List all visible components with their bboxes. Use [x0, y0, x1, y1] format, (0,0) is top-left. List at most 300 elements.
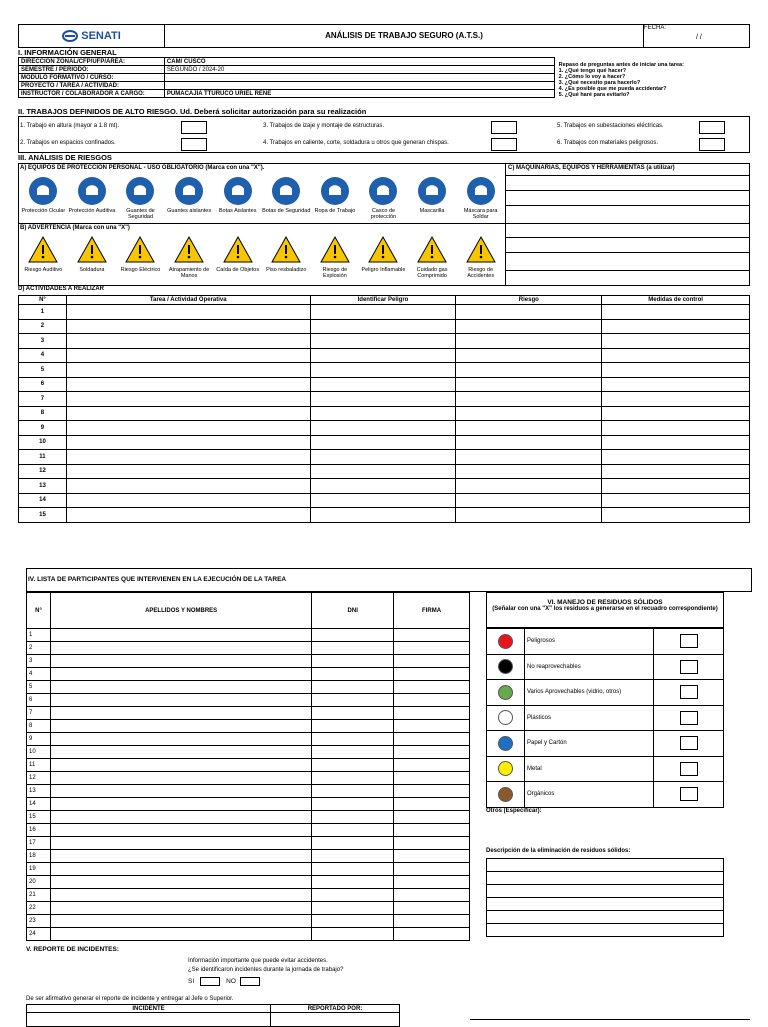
activity-cell[interactable] [310, 435, 456, 450]
participant-cell[interactable] [312, 733, 394, 746]
waste-color [487, 680, 525, 706]
activity-cell[interactable] [456, 305, 602, 320]
table-row [27, 798, 470, 811]
waste-label: No reaprovechables [525, 654, 654, 680]
activity-cell[interactable] [66, 319, 310, 334]
desc-table [486, 858, 724, 937]
table-row [19, 421, 750, 436]
participant-cell[interactable] [394, 863, 470, 876]
ppe-item[interactable] [359, 176, 408, 222]
participant-cell[interactable] [50, 733, 311, 746]
participant-cell[interactable] [50, 928, 311, 941]
repaso-box [554, 58, 750, 98]
activity-cell[interactable] [456, 421, 602, 436]
row-number: 8 [27, 720, 51, 733]
ppe-item[interactable] [116, 176, 165, 222]
activity-cell[interactable] [602, 363, 750, 378]
row-number: 7 [27, 707, 51, 720]
fecha-field[interactable]: / / [696, 34, 702, 41]
warning-label: Cuidado gas Comprimido [416, 267, 448, 279]
waste-checkbox[interactable] [680, 787, 698, 801]
warning-item[interactable] [19, 235, 68, 285]
activity-cell[interactable] [456, 493, 602, 508]
col-header: APELLIDOS Y NOMBRES [50, 593, 311, 629]
activity-cell[interactable] [66, 406, 310, 421]
row-number: 4 [19, 348, 67, 363]
participant-cell[interactable] [50, 850, 311, 863]
activity-cell[interactable] [66, 464, 310, 479]
waste-checkbox[interactable] [680, 736, 698, 750]
participant-cell[interactable] [50, 655, 311, 668]
warning-item[interactable] [116, 235, 165, 285]
participant-cell[interactable] [394, 915, 470, 928]
general-info-table [18, 57, 750, 98]
activity-cell[interactable] [456, 319, 602, 334]
incident-info: Información importante que puede evitar accidentes. [188, 958, 328, 964]
activity-cell[interactable] [602, 406, 750, 421]
warning-item[interactable] [213, 235, 262, 285]
table-row [27, 915, 470, 928]
activity-cell[interactable] [66, 450, 310, 465]
activity-cell[interactable] [310, 421, 456, 436]
participant-cell[interactable] [50, 824, 311, 837]
risk-checkbox[interactable] [181, 121, 207, 134]
warning-item[interactable] [359, 235, 408, 285]
participant-cell[interactable] [312, 720, 394, 733]
row-number: 24 [27, 928, 51, 941]
si-label: SI [188, 978, 195, 985]
activity-cell[interactable] [456, 479, 602, 494]
warning-label: Riesgo de Explosión [322, 267, 348, 279]
participant-cell[interactable] [312, 772, 394, 785]
row-number: 15 [19, 508, 67, 523]
activity-cell[interactable] [602, 348, 750, 363]
sec6-title: VI. MANEJO DE RESIDUOS SÓLIDOS [547, 599, 663, 606]
risk-checkbox[interactable] [181, 138, 207, 151]
participant-cell[interactable] [50, 915, 311, 928]
desc-cell[interactable] [487, 859, 724, 872]
participant-cell[interactable] [312, 655, 394, 668]
row-number: 5 [27, 681, 51, 694]
ppe-label: Protección Ocular [21, 208, 66, 214]
activity-cell[interactable] [456, 348, 602, 363]
activity-cell[interactable] [602, 334, 750, 349]
warning-label: Riesgo Auditivo [24, 267, 63, 273]
participant-cell[interactable] [394, 642, 470, 655]
desc-cell[interactable] [487, 898, 724, 911]
waste-check-cell [654, 731, 724, 757]
participant-cell[interactable] [312, 681, 394, 694]
participant-cell[interactable] [50, 694, 311, 707]
activity-cell[interactable] [310, 319, 456, 334]
activity-cell[interactable] [602, 319, 750, 334]
ear-icon [77, 176, 107, 206]
risk-analysis-box [18, 163, 750, 286]
welder-icon [466, 176, 496, 206]
row-number: 11 [19, 450, 67, 465]
color-dot-icon [498, 685, 513, 700]
participant-cell[interactable] [394, 928, 470, 941]
row-number: 2 [19, 319, 67, 334]
participant-cell[interactable] [394, 824, 470, 837]
desc-cell[interactable] [487, 885, 724, 898]
ppe-item[interactable] [262, 176, 311, 222]
activity-cell[interactable] [310, 493, 456, 508]
warning-item[interactable] [456, 235, 505, 285]
participant-cell[interactable] [312, 642, 394, 655]
table-row [19, 479, 750, 494]
activity-cell[interactable] [456, 464, 602, 479]
desc-cell[interactable] [487, 872, 724, 885]
ppe-item[interactable] [408, 176, 457, 222]
participant-cell[interactable] [312, 850, 394, 863]
activity-cell[interactable] [310, 508, 456, 523]
row-number: 10 [19, 435, 67, 450]
waste-row [487, 731, 724, 757]
participant-cell[interactable] [394, 902, 470, 915]
boot-icon [223, 176, 253, 206]
participant-cell[interactable] [394, 889, 470, 902]
participant-cell[interactable] [50, 785, 311, 798]
ppe-item[interactable] [311, 176, 360, 222]
table-row [27, 811, 470, 824]
participant-cell[interactable] [394, 785, 470, 798]
participant-cell[interactable] [312, 668, 394, 681]
activity-cell[interactable] [66, 305, 310, 320]
activity-cell[interactable] [66, 392, 310, 407]
activity-cell[interactable] [310, 450, 456, 465]
activities-table [18, 295, 750, 523]
row-number: 20 [27, 876, 51, 889]
activity-cell[interactable] [66, 479, 310, 494]
row-number: 18 [27, 850, 51, 863]
participant-cell[interactable] [50, 759, 311, 772]
table-row [19, 363, 750, 378]
ppe-item[interactable] [213, 176, 262, 222]
participant-cell[interactable] [50, 681, 311, 694]
participant-cell[interactable] [50, 889, 311, 902]
waste-checkbox[interactable] [680, 685, 698, 699]
color-dot-icon [498, 761, 513, 776]
activity-cell[interactable] [310, 479, 456, 494]
waste-checkbox[interactable] [680, 762, 698, 776]
risk-item: 4. Trabajos en caliente, corte, soldadura u otros que generan chispas. [263, 140, 449, 146]
row-number: 9 [19, 421, 67, 436]
participant-cell[interactable] [394, 746, 470, 759]
participant-cell[interactable] [312, 798, 394, 811]
warning-triangle-icon [466, 235, 496, 265]
incident-question: ¿Se identificaron incidentes durante la jornada de trabajo? [188, 967, 344, 973]
waste-table [486, 628, 724, 808]
activity-cell[interactable] [602, 377, 750, 392]
warning-triangle-icon [417, 235, 447, 265]
activity-cell[interactable] [310, 305, 456, 320]
incident-cell[interactable] [27, 1013, 271, 1027]
warning-label: Atrapamiento de Manos [168, 267, 210, 279]
row-number: 9 [27, 733, 51, 746]
activity-cell[interactable] [456, 406, 602, 421]
info-value[interactable] [164, 74, 554, 82]
warning-item[interactable] [262, 235, 311, 285]
risk-checkbox[interactable] [491, 138, 517, 151]
info-value[interactable]: CAM/ CUSCO [164, 58, 554, 66]
table-row [27, 642, 470, 655]
repaso-q: 2. ¿Cómo lo voy a hacer? [558, 73, 626, 80]
table-row [27, 668, 470, 681]
desc-row [487, 924, 724, 937]
waste-label: Varios Aprovechables (vidrio, otros) [525, 680, 654, 706]
color-dot-icon [498, 634, 513, 649]
row-number: 23 [27, 915, 51, 928]
activity-cell[interactable] [66, 421, 310, 436]
warning-label: Soldadura [79, 267, 105, 273]
brand-name: SENATI [81, 30, 121, 42]
activity-cell[interactable] [456, 377, 602, 392]
waste-header [486, 592, 724, 628]
col-header: Identificar Peligro [310, 296, 456, 305]
activity-cell[interactable] [602, 392, 750, 407]
participant-cell[interactable] [312, 915, 394, 928]
activity-cell[interactable] [310, 348, 456, 363]
table-row [27, 863, 470, 876]
warning-item[interactable] [68, 235, 117, 285]
activity-cell[interactable] [602, 421, 750, 436]
participant-cell[interactable] [312, 902, 394, 915]
desc-row [487, 898, 724, 911]
row-number: 8 [19, 406, 67, 421]
waste-label: Plásticos [525, 705, 654, 731]
warning-label: Caída de Objetos [216, 267, 260, 273]
table-row [27, 785, 470, 798]
ppe-label: Casco de protección [370, 208, 397, 220]
ppe-item[interactable] [165, 176, 214, 222]
participant-cell[interactable] [312, 785, 394, 798]
repaso-q: 5. ¿Qué haré para evitarlo? [558, 91, 630, 98]
waste-checkbox[interactable] [680, 660, 698, 674]
participant-cell[interactable] [312, 928, 394, 941]
activity-cell[interactable] [66, 508, 310, 523]
repaso-q: 1. ¿Qué tengo qué hacer? [558, 67, 627, 74]
activity-cell[interactable] [66, 435, 310, 450]
activity-cell[interactable] [310, 377, 456, 392]
info-value[interactable] [164, 82, 554, 90]
no-checkbox[interactable] [240, 977, 260, 986]
participant-cell[interactable] [312, 876, 394, 889]
table-row [27, 733, 470, 746]
ppe-item[interactable] [19, 176, 68, 222]
activity-cell[interactable] [310, 363, 456, 378]
activity-cell[interactable] [66, 377, 310, 392]
ppe-label: Protección Auditiva [68, 208, 116, 214]
row-number: 1 [19, 305, 67, 320]
activity-cell[interactable] [456, 392, 602, 407]
row-number: 13 [27, 785, 51, 798]
participant-cell[interactable] [394, 837, 470, 850]
row-number: 3 [19, 334, 67, 349]
waste-check-cell [654, 629, 724, 655]
participant-cell[interactable] [312, 863, 394, 876]
risk-checkbox[interactable] [491, 121, 517, 134]
table-row [27, 655, 470, 668]
waste-check-cell [654, 782, 724, 808]
participant-cell[interactable] [394, 655, 470, 668]
waste-checkbox[interactable] [680, 634, 698, 648]
reported-cell[interactable] [271, 1013, 400, 1027]
participant-cell[interactable] [50, 902, 311, 915]
col-header: Tarea / Actividad Operativa [66, 296, 310, 305]
sec6-subtitle: (Señalar con una "X" los residuos a generarse en el recuadro correspondiente) [492, 606, 718, 612]
activity-cell[interactable] [602, 493, 750, 508]
table-row [19, 406, 750, 421]
participant-cell[interactable] [312, 759, 394, 772]
participant-cell[interactable] [394, 629, 470, 642]
desc-cell[interactable] [487, 911, 724, 924]
machinery-title: C) MAQUINARIAS, EQUIPOS Y HERRAMIENTAS (a utilizar) [508, 165, 675, 171]
participant-cell[interactable] [394, 681, 470, 694]
col-header: N° [19, 296, 67, 305]
waste-checkbox[interactable] [680, 711, 698, 725]
activity-cell[interactable] [310, 406, 456, 421]
high-risk-box [18, 116, 750, 153]
glove-icon [125, 176, 155, 206]
warning-item[interactable] [311, 235, 360, 285]
activity-cell[interactable] [66, 334, 310, 349]
sec1-title: I. INFORMACIÓN GENERAL [18, 48, 117, 57]
activity-cell[interactable] [456, 334, 602, 349]
boot-icon [271, 176, 301, 206]
participant-cell[interactable] [312, 824, 394, 837]
participant-cell[interactable] [394, 668, 470, 681]
row-number: 21 [27, 889, 51, 902]
participant-cell[interactable] [394, 772, 470, 785]
participant-cell[interactable] [50, 642, 311, 655]
activity-cell[interactable] [602, 508, 750, 523]
activity-cell[interactable] [456, 435, 602, 450]
table-row [19, 319, 750, 334]
participant-cell[interactable] [50, 837, 311, 850]
info-value[interactable]: PUMACAJIA TTURUCO URIEL RENE [164, 90, 554, 98]
row-number: 3 [27, 655, 51, 668]
table-row [27, 889, 470, 902]
participant-cell[interactable] [394, 720, 470, 733]
activity-cell[interactable] [66, 348, 310, 363]
ppe-label: Máscara para Soldar [463, 208, 498, 220]
table-row [27, 928, 470, 941]
activity-cell[interactable] [602, 435, 750, 450]
row-number: 12 [27, 772, 51, 785]
warning-label: Piso resbaladizo [266, 267, 307, 273]
table-row [19, 377, 750, 392]
activity-cell[interactable] [602, 479, 750, 494]
activity-cell[interactable] [66, 363, 310, 378]
ppe-item[interactable] [68, 176, 117, 222]
warning-triangle-icon [77, 235, 107, 265]
activity-cell[interactable] [456, 450, 602, 465]
desc-row [487, 859, 724, 872]
activity-cell[interactable] [456, 363, 602, 378]
waste-label: Peligrosos [525, 629, 654, 655]
participant-cell[interactable] [312, 746, 394, 759]
si-checkbox[interactable] [200, 977, 220, 986]
participant-cell[interactable] [312, 707, 394, 720]
table-row [27, 707, 470, 720]
participant-cell[interactable] [394, 694, 470, 707]
participant-cell[interactable] [312, 889, 394, 902]
row-number: 2 [27, 642, 51, 655]
participant-cell[interactable] [50, 863, 311, 876]
participant-cell[interactable] [50, 811, 311, 824]
risk-checkbox[interactable] [699, 138, 725, 151]
waste-color [487, 731, 525, 757]
activity-cell[interactable] [310, 392, 456, 407]
risk-item: 1. Trabajo en altura (mayor a 1.8 mt). [20, 123, 120, 129]
warning-item[interactable] [165, 235, 214, 285]
participant-cell[interactable] [50, 668, 311, 681]
table-row [19, 493, 750, 508]
participant-cell[interactable] [50, 720, 311, 733]
col-header: DNI [312, 593, 394, 629]
activity-cell[interactable] [310, 334, 456, 349]
table-row [27, 850, 470, 863]
participant-cell[interactable] [50, 876, 311, 889]
activity-cell[interactable] [602, 450, 750, 465]
desc-row [487, 872, 724, 885]
table-row [19, 392, 750, 407]
participant-cell[interactable] [50, 707, 311, 720]
participant-cell[interactable] [312, 694, 394, 707]
participant-cell[interactable] [394, 798, 470, 811]
activity-cell[interactable] [602, 464, 750, 479]
ppe-item[interactable] [456, 176, 505, 222]
repaso-q: 4. ¿Es posible que me pueda accidentar? [558, 85, 667, 92]
participant-cell[interactable] [50, 772, 311, 785]
participant-cell[interactable] [312, 811, 394, 824]
activity-cell[interactable] [66, 493, 310, 508]
participant-cell[interactable] [394, 850, 470, 863]
risk-checkbox[interactable] [699, 121, 725, 134]
ppe-label: Mascarilla [419, 208, 445, 214]
table-row [27, 694, 470, 707]
row-number: 16 [27, 824, 51, 837]
participant-cell[interactable] [312, 629, 394, 642]
participant-cell[interactable] [394, 811, 470, 824]
participant-cell[interactable] [394, 876, 470, 889]
sec4-title: IV. LISTA DE PARTICIPANTES QUE INTERVIENEN EN LA EJECUCIÓN DE LA TAREA [28, 576, 287, 583]
activity-cell[interactable] [310, 464, 456, 479]
glove-icon [174, 176, 204, 206]
participant-cell[interactable] [394, 759, 470, 772]
participant-cell[interactable] [50, 746, 311, 759]
table-row [19, 334, 750, 349]
desc-cell[interactable] [487, 924, 724, 937]
sec3-title: III. ANÁLISIS DE RIESGOS [18, 153, 112, 162]
table-row [27, 837, 470, 850]
participant-cell[interactable] [394, 707, 470, 720]
table-row [27, 824, 470, 837]
warning-triangle-icon [125, 235, 155, 265]
info-value[interactable]: SEGUNDO / 2024-20 [164, 66, 554, 74]
participant-cell[interactable] [312, 837, 394, 850]
row-number: 7 [19, 392, 67, 407]
warning-triangle-icon [28, 235, 58, 265]
activity-cell[interactable] [602, 305, 750, 320]
participant-cell[interactable] [394, 733, 470, 746]
participant-cell[interactable] [50, 629, 311, 642]
form-title: ANÁLISIS DE TRABAJO SEGURO (A.T.S.) [325, 31, 483, 40]
warning-item[interactable] [408, 235, 457, 285]
participant-cell[interactable] [50, 798, 311, 811]
activity-cell[interactable] [456, 508, 602, 523]
